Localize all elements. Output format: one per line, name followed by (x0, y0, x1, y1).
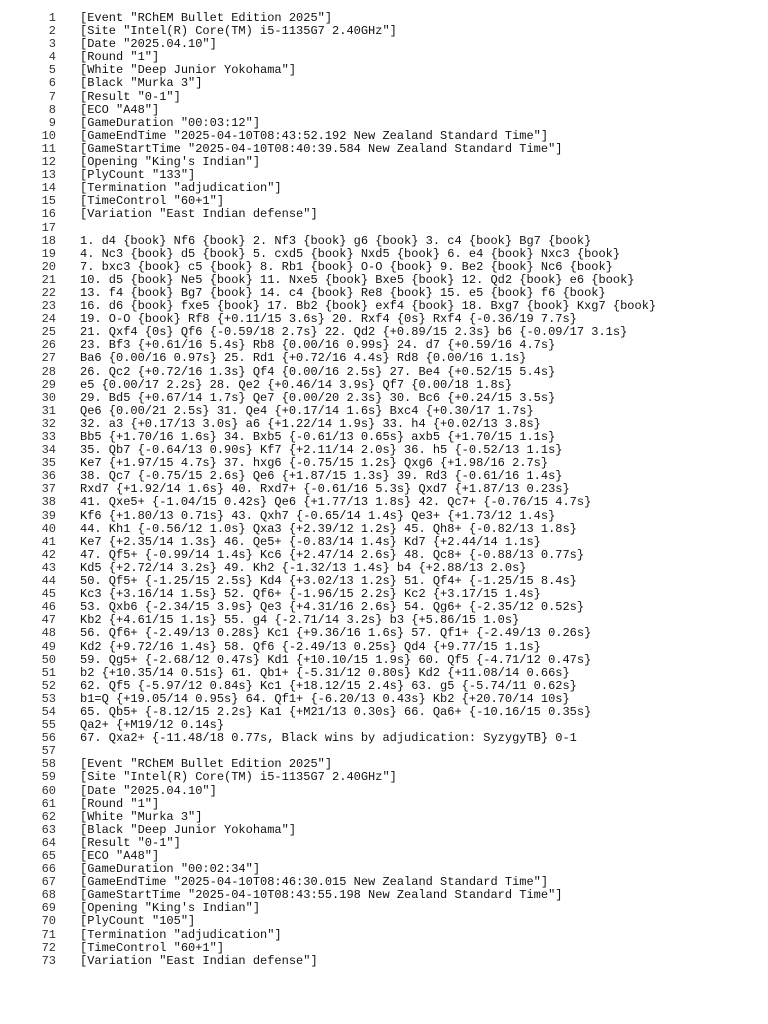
text-line[interactable] (0, 732, 768, 745)
text-line[interactable] (0, 758, 768, 771)
gutter-gap (56, 811, 80, 824)
gutter-gap (56, 876, 80, 889)
gutter-gap (56, 510, 80, 523)
line-text[interactable]: 16. d6 {book} fxe5 {book} 17. Bb2 {book} exf4 {book} 18. Bxg7 {book} Kxg7 {book} (80, 300, 657, 314)
text-line[interactable] (0, 300, 768, 313)
text-line[interactable] (0, 77, 768, 90)
text-line[interactable] (0, 811, 768, 824)
text-line[interactable] (0, 837, 768, 850)
line-number: 51 (41, 665, 56, 680)
line-text[interactable]: Ke7 {+2.35/14 1.3s} 46. Qe5+ {-0.83/14 1.4s} Kd7 {+2.44/14 1.1s} (80, 535, 541, 549)
line-text[interactable]: Ke7 {+1.97/15 4.7s} 37. hxg6 {-0.75/15 1.2s} Qxg6 {+1.98/16 2.7s} (80, 457, 549, 471)
gutter-gap (56, 326, 80, 339)
line-number: 53 (41, 691, 56, 706)
line-text[interactable]: 56. Qf6+ {-2.49/13 0.28s} Kc1 {+9.36/16 1.6s} 57. Qf1+ {-2.49/13 0.26s} (80, 627, 592, 641)
line-text[interactable]: [PlyCount "105"] (80, 915, 196, 929)
line-number: 19 (41, 246, 56, 261)
line-text[interactable]: 21. Qxf4 {0s} Qf6 {-0.59/18 2.7s} 22. Qd2 {+0.89/15 2.3s} b6 {-0.09/17 3.1s} (80, 326, 628, 340)
line-text[interactable]: [GameStartTime "2025-04-10T08:40:39.584 New Zealand Standard Time"] (80, 142, 563, 156)
gutter-gap (56, 156, 80, 169)
line-number: 33 (41, 430, 56, 444)
line-number: 59 (41, 770, 56, 785)
text-line[interactable] (0, 326, 768, 339)
gutter-gap (56, 339, 80, 352)
gutter-gap (56, 706, 80, 719)
line-text[interactable]: [Result "0-1"] (80, 90, 181, 104)
line-number: 4 (48, 50, 56, 65)
line-number: 47 (41, 613, 56, 628)
line-number: 46 (41, 600, 56, 615)
line-number: 12 (41, 155, 56, 170)
line-text[interactable]: [TimeControl "60+1"] (80, 195, 225, 209)
gutter-gap (56, 785, 80, 798)
gutter-gap (56, 208, 80, 221)
gutter-gap (56, 641, 80, 654)
gutter-gap (56, 261, 80, 274)
line-text[interactable]: [Round "1"] (80, 797, 160, 811)
line-number: 14 (41, 181, 56, 196)
text-line[interactable] (0, 798, 768, 811)
line-text[interactable]: 62. Qf5 {-5.97/12 0.84s} Kc1 {+18.12/15 2.4s} 63. g5 {-5.74/11 0.62s} (80, 679, 577, 693)
text-line[interactable] (0, 431, 768, 444)
line-text[interactable]: 26. Qc2 {+0.72/16 1.3s} Qf4 {0.00/16 2.5s} 27. Be4 {+0.52/15 5.4s} (80, 365, 556, 379)
gutter-gap (56, 798, 80, 811)
gutter-gap (56, 287, 80, 300)
text-line[interactable] (0, 182, 768, 195)
gutter-gap (56, 654, 80, 667)
gutter-gap (56, 366, 80, 379)
text-line[interactable] (0, 248, 768, 261)
gutter-gap (56, 758, 80, 771)
text-line[interactable] (0, 339, 768, 352)
line-number: 41 (41, 534, 56, 549)
gutter-gap (56, 575, 80, 588)
line-text[interactable]: 65. Qb5+ {-8.12/15 2.2s} Ka1 {+M21/13 0.30s} 66. Qa6+ {-10.16/15 0.35s} (80, 705, 592, 719)
line-number: 17 (41, 220, 56, 235)
gutter-gap (56, 483, 80, 496)
text-line[interactable] (0, 942, 768, 955)
text-line[interactable] (0, 261, 768, 274)
text-line[interactable] (0, 915, 768, 928)
text-line[interactable] (0, 549, 768, 562)
line-text[interactable]: [Opening "King's Indian"] (80, 902, 261, 916)
line-text[interactable]: 35. Qb7 {-0.64/13 0.90s} Kf7 {+2.11/14 2.0s} 36. h5 {-0.52/13 1.1s} (80, 444, 563, 458)
line-number: 67 (41, 875, 56, 890)
line-number: 18 (41, 233, 56, 248)
gutter-gap (56, 169, 80, 182)
line-text[interactable]: 50. Qf5+ {-1.25/15 2.5s} Kd4 {+3.02/13 1.2s} 51. Qf4+ {-1.25/15 8.4s} (80, 575, 577, 589)
line-number: 69 (41, 901, 56, 916)
line-text[interactable]: b2 {+10.35/14 0.51s} 61. Qb1+ {-5.31/12 0.80s} Kd2 {+11.08/14 0.66s} (80, 666, 570, 680)
text-line[interactable] (0, 693, 768, 706)
line-text[interactable]: Kb2 {+4.61/15 1.1s} 55. g4 {-2.71/14 3.2s} b3 {+5.86/15 1.0s} (80, 614, 520, 628)
line-text[interactable]: Bb5 {+1.70/16 1.6s} 34. Bxb5 {-0.61/13 0.65s} axb5 {+1.70/15 1.1s} (80, 431, 556, 444)
line-text[interactable]: [ECO "A48"] (80, 103, 160, 117)
text-line[interactable] (0, 929, 768, 942)
line-text[interactable]: [PlyCount "133"] (80, 169, 196, 183)
line-text[interactable]: 1. d4 {book} Nf6 {book} 2. Nf3 {book} g6 {book} 3. c4 {book} Bg7 {book} (80, 234, 592, 248)
gutter-gap (56, 693, 80, 706)
gutter-gap (56, 143, 80, 156)
line-text[interactable]: [Date "2025.04.10"] (80, 38, 217, 52)
gutter-gap (56, 588, 80, 601)
line-number: 37 (41, 482, 56, 497)
text-editor[interactable] (0, 12, 768, 968)
text-line[interactable] (0, 444, 768, 457)
line-number: 39 (41, 508, 56, 523)
line-number: 32 (41, 416, 56, 431)
text-line[interactable] (0, 38, 768, 51)
text-line[interactable] (0, 418, 768, 431)
line-number: 56 (41, 731, 56, 746)
line-text[interactable]: [Black "Deep Junior Yokohama"] (80, 823, 297, 837)
text-line[interactable] (0, 208, 768, 221)
line-number: 58 (41, 757, 56, 772)
line-text[interactable]: [Termination "adjudication"] (80, 182, 282, 196)
line-text[interactable]: [Round "1"] (80, 51, 160, 65)
text-line[interactable] (0, 680, 768, 693)
gutter-gap (56, 300, 80, 313)
line-number: 13 (41, 168, 56, 183)
line-text[interactable]: [GameEndTime "2025-04-10T08:43:52.192 New Zealand Standard Time"] (80, 129, 549, 143)
line-text[interactable]: [GameDuration "00:03:12"] (80, 116, 261, 130)
gutter-gap (56, 405, 80, 418)
line-number: 30 (41, 390, 56, 405)
line-text[interactable]: [Date "2025.04.10"] (80, 784, 217, 798)
gutter-gap (56, 523, 80, 536)
line-text[interactable]: 38. Qc7 {-0.75/15 2.6s} Qe6 {+1.87/15 1.3s} 39. Rd3 {-0.61/16 1.4s} (80, 470, 563, 484)
line-number: 61 (41, 796, 56, 811)
line-number: 38 (41, 495, 56, 510)
line-text[interactable]: 53. Qxb6 {-2.34/15 3.9s} Qe3 {+4.31/16 2.6s} 54. Qg6+ {-2.35/12 0.52s} (80, 601, 585, 615)
text-line[interactable] (0, 496, 768, 509)
text-line[interactable] (0, 654, 768, 667)
line-text[interactable]: [Termination "adjudication"] (80, 928, 282, 942)
line-text[interactable]: Ba6 {0.00/16 0.97s} 25. Rd1 {+0.72/16 4.4s} Rd8 {0.00/16 1.1s} (80, 352, 527, 366)
text-line[interactable] (0, 588, 768, 601)
gutter-gap (56, 955, 80, 968)
line-number: 27 (41, 351, 56, 366)
line-text[interactable]: Qa2+ {+M19/12 0.14s} (80, 719, 225, 733)
gutter-gap (56, 915, 80, 928)
text-line[interactable] (0, 169, 768, 182)
gutter-gap (56, 850, 80, 863)
line-number: 57 (41, 744, 56, 759)
line-text[interactable]: [Variation "East Indian defense"] (80, 208, 318, 222)
text-line[interactable] (0, 352, 768, 365)
line-number: 9 (48, 115, 56, 130)
line-text[interactable]: 23. Bf3 {+0.61/16 5.4s} Rb8 {0.00/16 0.99s} 24. d7 {+0.59/16 4.7s} (80, 339, 556, 353)
line-number: 10 (41, 128, 56, 143)
line-number: 35 (41, 456, 56, 471)
text-line[interactable] (0, 536, 768, 549)
gutter-gap (56, 863, 80, 876)
line-number: 23 (41, 299, 56, 314)
text-line[interactable] (0, 719, 768, 732)
gutter-gap (56, 51, 80, 64)
line-text[interactable]: Rxd7 {+1.92/14 1.6s} 40. Rxd7+ {-0.61/16 5.3s} Qxd7 {+1.87/13 0.23s} (80, 483, 570, 497)
gutter-gap (56, 38, 80, 51)
line-number: 15 (41, 194, 56, 209)
text-line[interactable] (0, 523, 768, 536)
line-number: 60 (41, 783, 56, 798)
text-line[interactable] (0, 470, 768, 483)
line-number: 6 (48, 76, 56, 91)
line-text[interactable]: 59. Qg5+ {-2.68/12 0.47s} Kd1 {+10.10/15 1.9s} 60. Qf5 {-4.71/12 0.47s} (80, 653, 592, 667)
line-number: 7 (48, 89, 56, 104)
line-text[interactable] (80, 745, 768, 758)
line-number: 73 (41, 953, 56, 968)
line-number: 44 (41, 574, 56, 589)
line-text[interactable]: Kd5 {+2.72/14 3.2s} 49. Kh2 {-1.32/13 1.4s} b4 {+2.88/13 2.0s} (80, 561, 527, 575)
line-text[interactable]: 4. Nc3 {book} d5 {book} 5. cxd5 {book} Nxd5 {book} 6. e4 {book} Nxc3 {book} (80, 247, 621, 261)
line-text[interactable]: [GameEndTime "2025-04-10T08:46:30.015 New Zealand Standard Time"] (80, 876, 549, 890)
line-text[interactable]: 13. f4 {book} Bg7 {book} 14. c4 {book} Re8 {book} 15. e5 {book} f6 {book} (80, 286, 606, 300)
line-number: 42 (41, 547, 56, 562)
gutter-gap (56, 313, 80, 326)
line-text[interactable]: Qe6 {0.00/21 2.5s} 31. Qe4 {+0.17/14 1.6s} Bxc4 {+0.30/17 1.7s} (80, 404, 534, 418)
text-line[interactable] (0, 575, 768, 588)
line-text[interactable]: e5 {0.00/17 2.2s} 28. Qe2 {+0.46/14 3.9s} Qf7 {0.00/18 1.8s} (80, 378, 513, 392)
text-line[interactable] (0, 25, 768, 38)
text-line[interactable] (0, 667, 768, 680)
text-line[interactable] (0, 562, 768, 575)
gutter-gap (56, 418, 80, 431)
text-line[interactable] (0, 876, 768, 889)
line-text[interactable]: [White "Deep Junior Yokohama"] (80, 64, 297, 78)
text-line[interactable] (0, 627, 768, 640)
line-number: 54 (41, 704, 56, 719)
line-number: 26 (41, 338, 56, 353)
line-text[interactable]: 47. Qf5+ {-0.99/14 1.4s} Kc6 {+2.47/14 2.6s} 48. Qc8+ {-0.88/13 0.77s} (80, 548, 585, 562)
line-number: 50 (41, 652, 56, 667)
line-text[interactable]: [White "Murka 3"] (80, 810, 203, 824)
text-line[interactable] (0, 91, 768, 104)
gutter-gap (56, 352, 80, 365)
line-number: 16 (41, 207, 56, 222)
gutter-gap (56, 12, 80, 25)
text-line[interactable] (0, 850, 768, 863)
text-line[interactable] (0, 366, 768, 379)
gutter-gap (56, 235, 80, 248)
text-line[interactable] (0, 392, 768, 405)
line-number: 72 (41, 940, 56, 955)
gutter-gap (56, 680, 80, 693)
line-number: 63 (41, 822, 56, 837)
text-line[interactable] (0, 64, 768, 77)
text-line[interactable] (0, 902, 768, 915)
line-text[interactable]: [GameStartTime "2025-04-10T08:43:55.198 New Zealand Standard Time"] (80, 889, 563, 903)
line-number: 3 (48, 37, 56, 52)
text-line[interactable] (0, 483, 768, 496)
text-line[interactable] (0, 641, 768, 654)
line-text[interactable]: 19. O-O {book} Rf8 {+0.11/15 3.6s} 20. Rxf4 {0s} Rxf4 {-0.36/19 7.7s} (80, 313, 577, 327)
gutter-gap (56, 614, 80, 627)
text-line[interactable] (0, 51, 768, 64)
gutter-gap (56, 824, 80, 837)
gutter-gap (56, 470, 80, 483)
line-number: 55 (41, 718, 56, 733)
line-number: 48 (41, 626, 56, 641)
gutter-gap (56, 248, 80, 261)
line-text[interactable]: Kc3 {+3.16/14 1.5s} 52. Qf6+ {-1.96/15 2.2s} Kc2 {+3.17/15 1.4s} (80, 588, 541, 602)
text-line[interactable] (0, 195, 768, 208)
line-text[interactable]: 67. Qxa2+ {-11.48/18 0.77s, Black wins by adjudication: SyzygyTB} 0-1 (80, 732, 577, 746)
text-line[interactable] (0, 457, 768, 470)
line-number: 43 (41, 560, 56, 575)
text-line[interactable] (0, 601, 768, 614)
text-line[interactable] (0, 745, 768, 758)
line-text[interactable]: 41. Qxe5+ {-1.04/15 0.42s} Qe6 {+1.77/13 1.8s} 42. Qc7+ {-0.76/15 4.7s} (80, 496, 592, 510)
line-number: 66 (41, 862, 56, 877)
gutter-gap (56, 182, 80, 195)
gutter-gap (56, 549, 80, 562)
line-number: 29 (41, 377, 56, 392)
text-line[interactable] (0, 287, 768, 300)
line-text[interactable]: [TimeControl "60+1"] (80, 941, 225, 955)
gutter-gap (56, 719, 80, 732)
text-line[interactable] (0, 156, 768, 169)
gutter-gap (56, 627, 80, 640)
text-line[interactable] (0, 379, 768, 392)
text-line[interactable] (0, 12, 768, 25)
line-number: 36 (41, 469, 56, 484)
line-text[interactable]: Kf6 {+1.80/13 0.71s} 43. Qxh7 {-0.65/14 1.4s} Qe3+ {+1.73/12 1.4s} (80, 509, 556, 523)
text-line[interactable] (0, 143, 768, 156)
gutter-gap (56, 889, 80, 902)
gutter-gap (56, 444, 80, 457)
line-number: 1 (48, 11, 56, 25)
line-number: 11 (41, 141, 56, 156)
gutter-gap (56, 130, 80, 143)
gutter-gap (56, 942, 80, 955)
line-text[interactable]: 32. a3 {+0.17/13 3.0s} a6 {+1.22/14 1.9s} 33. h4 {+0.02/13 3.8s} (80, 417, 541, 431)
line-number: 64 (41, 835, 56, 850)
gutter-gap (56, 562, 80, 575)
gutter-gap (56, 25, 80, 38)
line-number: 49 (41, 639, 56, 654)
text-line[interactable] (0, 706, 768, 719)
text-line[interactable] (0, 614, 768, 627)
line-text[interactable]: [Opening "King's Indian"] (80, 156, 261, 170)
line-text[interactable]: Kd2 {+9.72/16 1.4s} 58. Qf6 {-2.49/13 0.25s} Qd4 {+9.77/15 1.1s} (80, 640, 541, 654)
line-text[interactable]: [GameDuration "00:02:34"] (80, 863, 261, 877)
gutter-gap (56, 929, 80, 942)
text-line[interactable] (0, 235, 768, 248)
text-line[interactable] (0, 405, 768, 418)
gutter-gap (56, 837, 80, 850)
gutter-gap (56, 601, 80, 614)
line-text[interactable]: [Event "RChEM Bullet Edition 2025"] (80, 758, 333, 772)
gutter-gap (56, 195, 80, 208)
gutter-gap (56, 392, 80, 405)
gutter-gap (56, 431, 80, 444)
line-text[interactable]: 29. Bd5 {+0.67/14 1.7s} Qe7 {0.00/20 2.3s} 30. Bc6 {+0.24/15 3.5s} (80, 391, 556, 405)
line-number: 5 (48, 63, 56, 78)
line-number: 24 (41, 312, 56, 327)
gutter-gap (56, 902, 80, 915)
text-line[interactable] (0, 824, 768, 837)
gutter-gap (56, 222, 80, 235)
gutter-gap (56, 457, 80, 470)
text-line[interactable] (0, 222, 768, 235)
line-text[interactable]: [ECO "A48"] (80, 850, 160, 863)
line-number: 45 (41, 587, 56, 602)
line-number: 68 (41, 888, 56, 903)
gutter-gap (56, 77, 80, 90)
gutter-gap (56, 379, 80, 392)
line-number: 65 (41, 849, 56, 863)
line-text[interactable]: [Result "0-1"] (80, 836, 181, 850)
line-number: 8 (48, 102, 56, 117)
text-line[interactable] (0, 955, 768, 968)
gutter-gap (56, 274, 80, 287)
line-text[interactable]: [Site "Intel(R) Core(TM) i5-1135G7 2.40GHz"] (80, 25, 397, 39)
gutter-gap (56, 117, 80, 130)
line-number: 25 (41, 325, 56, 340)
text-line[interactable] (0, 771, 768, 784)
line-text[interactable]: [Black "Murka 3"] (80, 77, 203, 91)
line-text[interactable]: 7. bxc3 {book} c5 {book} 8. Rb1 {book} O-O {book} 9. Be2 {book} Nc6 {book} (80, 260, 613, 274)
gutter-gap (56, 64, 80, 77)
line-text[interactable]: 44. Kh1 {-0.56/12 1.0s} Qxa3 {+2.39/12 1.2s} 45. Qh8+ {-0.82/13 1.8s} (80, 522, 577, 536)
gutter-gap (56, 536, 80, 549)
line-number: 20 (41, 259, 56, 274)
gutter-gap (56, 667, 80, 680)
text-line[interactable] (0, 863, 768, 876)
gutter-gap (56, 771, 80, 784)
line-text[interactable] (80, 222, 768, 235)
line-number: 21 (41, 272, 56, 287)
gutter-gap (56, 732, 80, 745)
line-text[interactable]: b1=Q {+19.05/14 0.95s} 64. Qf1+ {-6.20/13 0.43s} Kb2 {+20.70/14 10s} (80, 692, 570, 706)
line-number: 62 (41, 809, 56, 824)
line-number: 2 (48, 24, 56, 39)
line-number: 22 (41, 285, 56, 300)
line-text[interactable]: [Event "RChEM Bullet Edition 2025"] (80, 12, 333, 25)
line-number: 40 (41, 521, 56, 536)
gutter-gap (56, 496, 80, 509)
text-line[interactable] (0, 130, 768, 143)
text-line[interactable] (0, 785, 768, 798)
line-text[interactable]: [Variation "East Indian defense"] (80, 954, 318, 968)
line-number: 28 (41, 364, 56, 379)
gutter-gap (56, 104, 80, 117)
line-text[interactable]: 10. d5 {book} Ne5 {book} 11. Nxe5 {book} Bxe5 {book} 12. Qd2 {book} e6 {book} (80, 273, 635, 287)
text-line[interactable] (0, 117, 768, 130)
text-line[interactable] (0, 274, 768, 287)
text-line[interactable] (0, 510, 768, 523)
text-line[interactable] (0, 889, 768, 902)
gutter-gap (56, 745, 80, 758)
line-number: 34 (41, 443, 56, 458)
line-number: 52 (41, 678, 56, 693)
line-number: 70 (41, 914, 56, 929)
gutter-gap (56, 91, 80, 104)
line-number: 31 (41, 403, 56, 418)
line-number: 71 (41, 927, 56, 942)
text-line[interactable] (0, 104, 768, 117)
line-text[interactable]: [Site "Intel(R) Core(TM) i5-1135G7 2.40GHz"] (80, 771, 397, 785)
text-line[interactable] (0, 313, 768, 326)
